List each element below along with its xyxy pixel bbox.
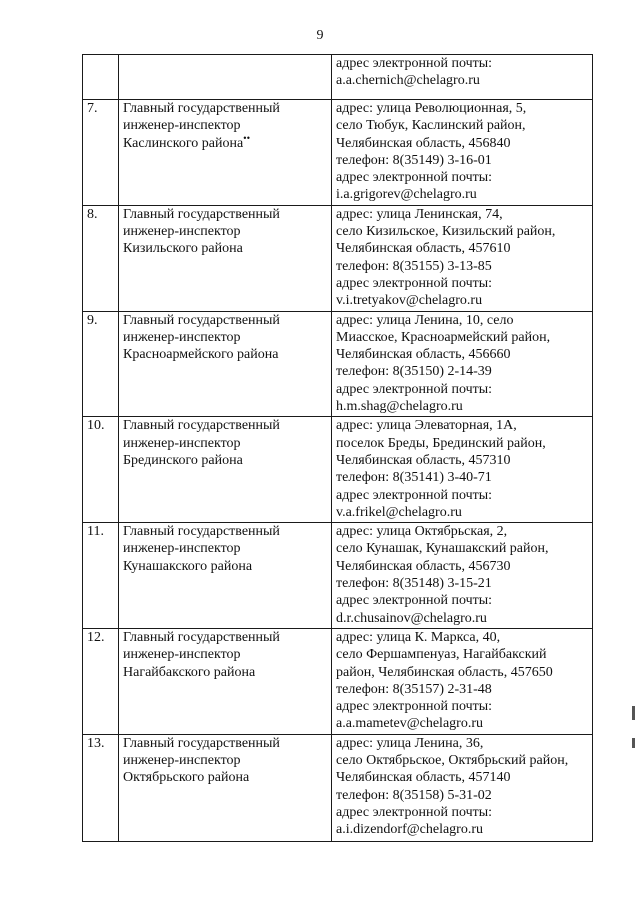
district-name: Каслинского района xyxy=(123,135,244,151)
table-row xyxy=(83,100,593,206)
address-line: Челябинская область, 457310 xyxy=(336,452,511,468)
email-caption: адрес электронной почты: xyxy=(336,699,493,715)
table-row xyxy=(83,628,593,734)
address-line: адрес: улица Октябрьская, 2, xyxy=(336,524,508,540)
title-line: инженер-инспектор xyxy=(123,752,241,768)
address-line: адрес: улица К. Маркса, 40, xyxy=(336,629,501,645)
email-address: v.i.tretyakov@chelagro.ru xyxy=(336,293,483,309)
title-line: Главный государственный xyxy=(123,418,280,434)
contacts-table xyxy=(82,54,593,842)
page-number: 9 xyxy=(316,28,324,43)
address-line: адрес: улица Ленина, 10, село xyxy=(336,312,514,328)
title-line: Главный государственный xyxy=(123,101,280,116)
contact-info xyxy=(332,55,593,100)
title-line: Кизильского района xyxy=(123,241,243,257)
email-caption: адрес электронной почты: xyxy=(336,381,493,397)
title-line: Главный государственный xyxy=(123,312,280,328)
address-line: село Фершампенуаз, Нагайбакский xyxy=(336,647,547,663)
address-line: Челябинская область, 456660 xyxy=(336,347,511,363)
title-line: инженер-инспектор xyxy=(123,224,241,240)
address-line: Челябинская область, 457610 xyxy=(336,241,511,257)
address-line: поселок Бреды, Брединский район, xyxy=(336,435,546,451)
email-address: a.i.dizendorf@chelagro.ru xyxy=(336,822,483,838)
contact-info xyxy=(332,100,593,206)
email-address: h.m.shag@chelagro.ru xyxy=(336,399,463,415)
address-line: село Кунашак, Кунашакский район, xyxy=(336,541,549,557)
email-caption: адрес электронной почты: xyxy=(336,170,493,186)
title-line: инженер-инспектор xyxy=(123,329,241,345)
email-caption: адрес электронной почты: xyxy=(336,275,493,291)
table-row xyxy=(83,523,593,629)
address-line: Челябинская область, 456840 xyxy=(336,135,511,151)
email-caption: адрес электронной почты: xyxy=(336,56,493,71)
table-row xyxy=(83,734,593,841)
title-line: Красноармейского района xyxy=(123,347,279,363)
scan-artifact xyxy=(632,706,635,720)
title-line: Главный государственный xyxy=(123,524,280,540)
contact-info xyxy=(332,311,593,417)
inspector-title xyxy=(119,311,332,417)
email-address: a.a.chernich@chelagro.ru xyxy=(336,73,480,89)
phone-line: телефон: 8(35157) 2-31-48 xyxy=(336,681,492,697)
row-number: 9. xyxy=(83,311,119,417)
table-row xyxy=(83,311,593,417)
address-line: Челябинская область, 457140 xyxy=(336,770,511,786)
address-line: адрес: улица Ленина, 36, xyxy=(336,735,484,751)
contact-info xyxy=(332,734,593,841)
contact-info xyxy=(332,417,593,523)
title-line: Нагайбакского района xyxy=(123,664,256,680)
address-line: Челябинская область, 456730 xyxy=(336,558,511,574)
phone-line: телефон: 8(35155) 3-13-85 xyxy=(336,258,492,274)
title-line: инженер-инспектор xyxy=(123,435,241,451)
address-line: село Кизильское, Кизильский район, xyxy=(336,224,556,240)
email-address: i.a.grigorev@chelagro.ru xyxy=(336,187,477,203)
row-number: 13. xyxy=(83,734,119,841)
email-caption: адрес электронной почты: xyxy=(336,487,493,503)
phone-line: телефон: 8(35150) 2-14-39 xyxy=(336,364,492,380)
row-number: 10. xyxy=(83,417,119,523)
contact-info xyxy=(332,205,593,311)
phone-line: телефон: 8(35141) 3-40-71 xyxy=(336,470,492,486)
title-line: Кунашакского района xyxy=(123,558,253,574)
title-line: инженер-инспектор xyxy=(123,541,241,557)
address-line: село Октябрьское, Октябрьский район, xyxy=(336,752,569,768)
title-line xyxy=(123,132,328,152)
title-line: Главный государственный xyxy=(123,735,280,751)
email-address: d.r.chusainov@chelagro.ru xyxy=(336,610,487,626)
scan-artifact xyxy=(632,738,635,748)
title-line: инженер-инспектор xyxy=(123,118,241,134)
title-line: Октябрьского района xyxy=(123,770,250,786)
inspector-title xyxy=(119,628,332,734)
table-row xyxy=(83,417,593,523)
title-line: Брединского района xyxy=(123,452,243,468)
inspector-title xyxy=(119,523,332,629)
row-number: 12. xyxy=(83,628,119,734)
address-line: адрес: улица Революционная, 5, xyxy=(336,101,527,116)
stray-mark: •• xyxy=(243,132,251,144)
inspector-title xyxy=(119,734,332,841)
table-row xyxy=(83,55,593,100)
inspector-title xyxy=(119,100,332,206)
title-line: инженер-инспектор xyxy=(123,647,241,663)
address-line: район, Челябинская область, 457650 xyxy=(336,664,553,680)
address-line: адрес: улица Элеваторная, 1А, xyxy=(336,418,517,434)
inspector-title xyxy=(119,205,332,311)
row-number: 8. xyxy=(83,205,119,311)
email-address: v.a.frikel@chelagro.ru xyxy=(336,504,462,520)
title-line: Главный государственный xyxy=(123,206,280,222)
email-address: a.a.mametev@chelagro.ru xyxy=(336,716,483,732)
contact-info xyxy=(332,628,593,734)
address-line: Миасское, Красноармейский район, xyxy=(336,329,551,345)
email-caption: адрес электронной почты: xyxy=(336,593,493,609)
inspector-title xyxy=(119,55,332,100)
phone-line: телефон: 8(35149) 3-16-01 xyxy=(336,152,492,168)
email-caption: адрес электронной почты: xyxy=(336,804,493,820)
row-number xyxy=(83,55,119,100)
address-line: село Тюбук, Каслинский район, xyxy=(336,118,526,134)
inspector-title xyxy=(119,417,332,523)
contact-info xyxy=(332,523,593,629)
table-row xyxy=(83,205,593,311)
row-number: 7. xyxy=(83,100,119,206)
row-number: 11. xyxy=(83,523,119,629)
address-line: адрес: улица Ленинская, 74, xyxy=(336,206,503,222)
phone-line: телефон: 8(35148) 3-15-21 xyxy=(336,576,492,592)
title-line: Главный государственный xyxy=(123,629,280,645)
phone-line: телефон: 8(35158) 5-31-02 xyxy=(336,787,492,803)
